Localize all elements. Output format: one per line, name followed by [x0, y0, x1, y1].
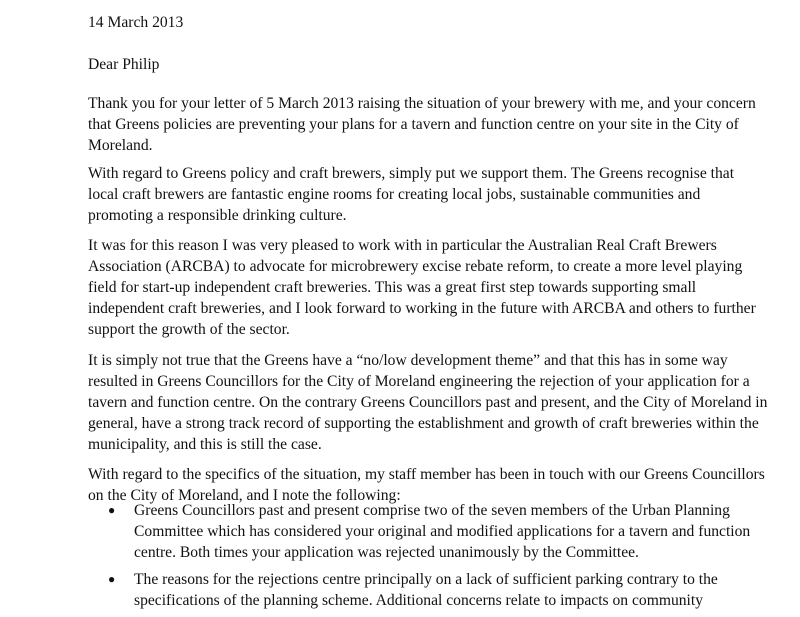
paragraph-specifics: With regard to the specifics of the situation, my staff member has been in touch with our Greens Councillors on the City of Moreland, and I note the following: [88, 466, 765, 504]
list-item [108, 500, 768, 563]
bullet-icon: ● [108, 503, 116, 517]
letter-salutation: Dear Philip [88, 56, 160, 73]
paragraph-intro: Thank you for your letter of 5 March 2013 raising the situation of your brewery with me, and your concern that Greens policies are preventing your plans for a tavern and function centre on your site in the City of Moreland. [88, 95, 756, 154]
bullet-text: The reasons for the rejections centre principally on a lack of sufficient parking contrary to the specifications of the planning scheme. Additional concerns relate to impacts on community [134, 571, 718, 609]
bullet-text: Greens Councillors past and present comprise two of the seven members of the Urban Planning Committee which has considered your original and modified applications for a tavern and function centre. Both times your application was rejected unanimously by the Committee. [134, 502, 751, 561]
paragraph-arcba: It was for this reason I was very pleased to work with in particular the Australian Real Craft Brewers Association (ARCBA) to advocate for microbrewery excise rebate reform, to create a more level playing field for start-up independent craft breweries. This was a great first step towards supporting small independent craft breweries, and I look forward to working in the future with ARCBA and others to further support the growth of the sector. [88, 237, 756, 338]
list-item [108, 569, 768, 611]
paragraph-development-theme: It is simply not true that the Greens have a “no/low development theme” and that this has in some way resulted in Greens Councillors for the City of Moreland engineering the rejection of your application for a tavern and function centre. On the contrary Greens Councillors past and present, and the City of Moreland in general, have a strong track record of supporting the establishment and growth of craft breweries within the municipality, and this is still the case. [88, 352, 768, 453]
bullet-list [108, 500, 768, 617]
letter-date: 14 March 2013 [88, 14, 184, 31]
bullet-icon: ● [108, 572, 116, 586]
paragraph-policy: With regard to Greens policy and craft brewers, simply put we support them. The Greens recognise that local craft brewers are fantastic engine rooms for creating local jobs, sustainable communities and promoting a responsible drinking culture. [88, 165, 735, 224]
